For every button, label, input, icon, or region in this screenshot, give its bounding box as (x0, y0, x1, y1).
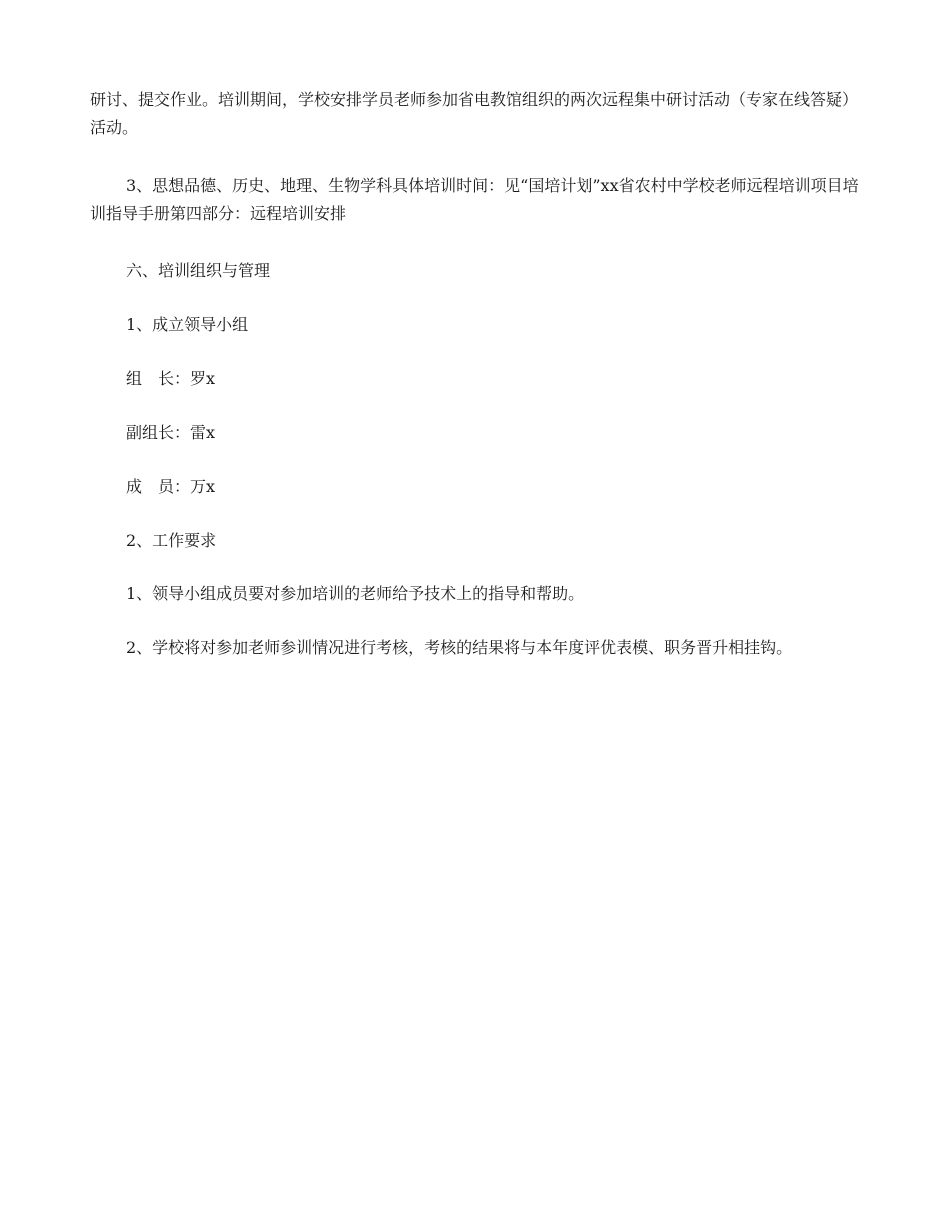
paragraph-continuation: 研讨、提交作业。培训期间，学校安排学员老师参加省电教馆组织的两次远程集中研讨活动（专家在线答疑）活动。 (90, 90, 859, 137)
leader-line: 组 长：罗x (126, 369, 216, 388)
subheading-work-requirements: 2、工作要求 (126, 531, 217, 550)
section-heading-organization: 六、培训组织与管理 (126, 261, 271, 280)
requirement-item-2: 2、学校将对参加老师参训情况进行考核，考核的结果将与本年度评优表模、职务晋升相挂钩。 (126, 638, 793, 657)
subheading-leadership-group: 1、成立领导小组 (126, 315, 249, 334)
paragraph-subject-schedule: 3、思想品德、历史、地理、生物学科具体培训时间：见“国培计划”xx省农村中学校老师远程培训项目培训指导手册第四部分：远程培训安排 (90, 176, 859, 223)
deputy-leader-line: 副组长：雷x (126, 423, 216, 442)
member-line: 成 员：万x (126, 477, 216, 496)
requirement-item-1: 1、领导小组成员要对参加培训的老师给予技术上的指导和帮助。 (126, 584, 585, 603)
